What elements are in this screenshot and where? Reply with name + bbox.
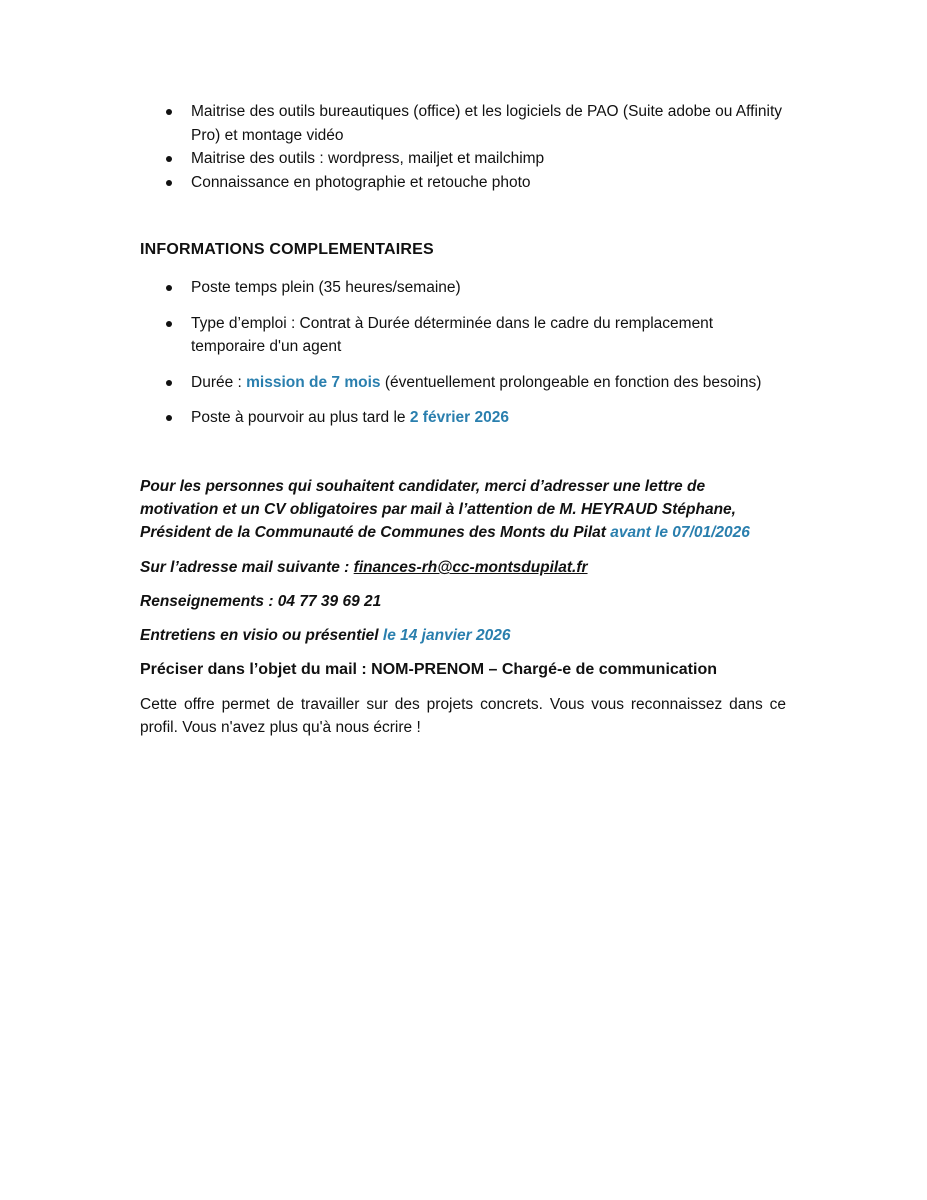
info-item-pourvoir [140,406,786,430]
info-item-duree [140,371,786,395]
interview-date: le 14 janvier 2026 [382,627,511,644]
info-section-title: INFORMATIONS COMPLEMENTAIRES [140,241,434,258]
mail-line [140,556,786,579]
closing-paragraph: Cette offre permet de travailler sur des projets concrets. Vous vous reconnaissez dans ce profil. Vous n'avez plus qu'à nous écrire ! [140,696,786,736]
skill-photo: Connaissance en photographie et retouche photo [140,171,786,195]
pourvoir-date: 2 février 2026 [409,409,509,426]
interview-prefix: Entretiens en visio ou présentiel [140,627,383,644]
skill-office-pao: Maitrise des outils bureautiques (office) et les logiciels de PAO (Suite adobe ou Affinity Pro) et montage vidéo [140,100,786,147]
duree-suffix: (éventuellement prolongeable en fonction des besoins) [380,373,762,391]
info-item-temps: Poste temps plein (35 heures/semaine) [140,276,786,300]
duree-highlight: mission de 7 mois [246,373,381,391]
phone-info: Renseignements : 04 77 39 69 21 [140,593,382,610]
pourvoir-prefix: Poste à pourvoir au plus tard le [191,409,410,426]
info-item-type-emploi: Type d’emploi : Contrat à Durée déterminée dans le cadre du remplacement temporaire d'un agent [140,312,786,359]
application-text: Pour les personnes qui souhaitent candidater, merci d’adresser une lettre de motivation et un CV obligatoires par mail à l’attention de M. HEYRAUD Stéphane, Président de la Communauté de Communes des Monts du Pilat [140,478,736,541]
skills-list [140,100,786,194]
application-instructions [140,475,786,544]
duree-prefix: Durée : [191,373,247,391]
info-list [140,276,786,442]
interview-line [140,624,786,647]
application-deadline: avant le 07/01/2026 [605,524,750,541]
mail-prefix: Sur l’adresse mail suivante : [140,559,354,576]
skill-web-tools: Maitrise des outils : wordpress, mailjet et mailchimp [140,147,786,171]
mail-subject-instruction: Préciser dans l’objet du mail : NOM-PRENOM – Chargé-e de communication [140,661,717,678]
mail-link[interactable]: finances-rh@cc-montsdupilat.fr [353,559,588,576]
